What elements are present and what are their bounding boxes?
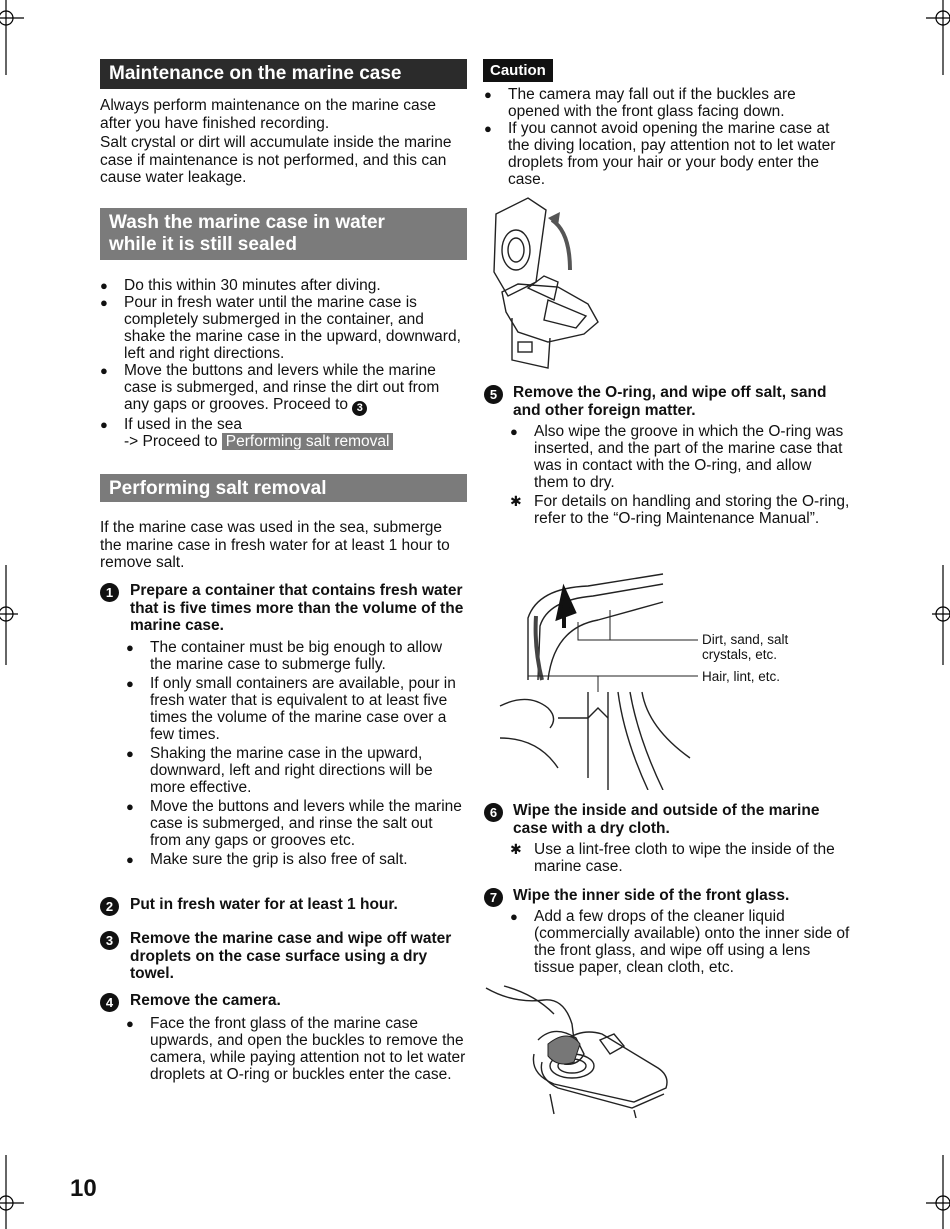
list-item bbox=[100, 416, 465, 433]
step-4-title: Remove the camera. bbox=[130, 992, 281, 1009]
step-ref-3: 3 bbox=[352, 401, 367, 416]
step-number-3: 3 bbox=[100, 931, 119, 950]
dirt-label bbox=[702, 632, 788, 662]
step-7-title: Wipe the inner side of the front glass. bbox=[513, 887, 790, 904]
note-item: ✱ Use a lint-free cloth to wipe the inside of the marine case. bbox=[510, 841, 850, 875]
step-7-bullets bbox=[510, 908, 850, 976]
step-6-title: Wipe the inside and outside of the marine case with a dry cloth. bbox=[513, 802, 820, 837]
list-item: ● Also wipe the groove in which the O-ring was inserted, and the part of the marine case that was in contact with the O-ring, and allow them to dry. bbox=[510, 423, 850, 491]
page-number: 10 bbox=[70, 1175, 97, 1202]
list-item: ● Add a few drops of the cleaner liquid (commercially available) onto the inner side of the front glass, and wipe off using a lens tissue paper, clean cloth, etc. bbox=[510, 908, 850, 976]
proceed-prefix: -> Proceed to bbox=[124, 433, 218, 450]
list-item: ● Make sure the grip is also free of salt. bbox=[126, 851, 466, 868]
step-5-notes bbox=[510, 493, 850, 527]
step-1-title: Prepare a container that contains fresh water that is five times more than the volume of the marine case. bbox=[130, 582, 464, 634]
step-4-bullets bbox=[126, 1015, 466, 1083]
step-number-7: 7 bbox=[484, 888, 503, 907]
list-item-text: Move the buttons and levers while the marine case is submerged, and rinse the dirt out from any gaps or grooves. Proceed to bbox=[124, 362, 440, 413]
step-1-bullets bbox=[126, 639, 466, 868]
section-heading-maintenance: Maintenance on the marine case bbox=[100, 59, 467, 89]
step-5-title: Remove the O-ring, and wipe off salt, sand and other foreign matter. bbox=[513, 384, 827, 419]
step-number-6: 6 bbox=[484, 803, 503, 822]
dirt-label-line-1: Dirt, sand, salt bbox=[702, 632, 789, 647]
caution-bullets bbox=[484, 86, 849, 188]
section-heading-wash bbox=[100, 208, 467, 260]
maintenance-intro bbox=[100, 97, 467, 187]
list-item: ● Shaking the marine case in the upward, downward, left and right directions will be more effective. bbox=[126, 745, 466, 796]
step-number-4: 4 bbox=[100, 993, 119, 1012]
list-item: ● If only small containers are available, pour in fresh water that is equivalent to at least five times the volume of the marine case over a few times. bbox=[126, 675, 466, 743]
dirt-label-line-2: crystals, etc. bbox=[702, 647, 778, 662]
intro-paragraph-1: Always perform maintenance on the marine case after you have finished recording. bbox=[100, 97, 436, 132]
list-item bbox=[100, 362, 465, 416]
step-number-5: 5 bbox=[484, 385, 503, 404]
proceed-line bbox=[124, 433, 393, 451]
list-item: ● Do this within 30 minutes after diving. bbox=[100, 277, 465, 294]
step-5-bullets bbox=[510, 423, 850, 491]
list-item: ● Move the buttons and levers while the marine case is submerged, and rinse the salt out from any gaps or grooves etc. bbox=[126, 798, 466, 849]
wash-heading-line-1: Wash the marine case in water bbox=[109, 212, 385, 233]
list-item: ● Pour in fresh water until the marine case is completely submerged in the container, and shake the marine case in the upward, downward, left and right directions. bbox=[100, 294, 465, 362]
step-3-title: Remove the marine case and wipe off water droplets on the case surface using a dry towel. bbox=[130, 930, 452, 982]
open-case-illustration bbox=[488, 192, 603, 370]
step-2-title: Put in fresh water for at least 1 hour. bbox=[130, 896, 398, 913]
step-number-2: 2 bbox=[100, 897, 119, 916]
section-heading-salt-removal: Performing salt removal bbox=[100, 474, 467, 502]
hair-label: Hair, lint, etc. bbox=[702, 669, 781, 684]
wash-heading-line-2: while it is still sealed bbox=[109, 234, 297, 255]
list-item: ● The camera may fall out if the buckles are opened with the front glass facing down. bbox=[484, 86, 849, 120]
step-number-1: 1 bbox=[100, 583, 119, 602]
list-item: ● If you cannot avoid opening the marine case at the diving location, pay attention not to let water droplets from your hair or your body enter the case. bbox=[484, 120, 849, 188]
salt-removal-intro: If the marine case was used in the sea, submerge the marine case in fresh water for at least 1 hour to remove salt. bbox=[100, 519, 450, 571]
note-item: ✱ For details on handling and storing the O-ring, refer to the “O-ring Maintenance Manual”. bbox=[510, 493, 850, 527]
caution-label: Caution bbox=[483, 59, 553, 82]
salt-removal-link[interactable]: Performing salt removal bbox=[222, 433, 394, 450]
list-item-text: If used in the sea bbox=[124, 416, 243, 433]
list-item: ● The container must be big enough to allow the marine case to submerge fully. bbox=[126, 639, 466, 673]
step-6-notes bbox=[510, 841, 850, 875]
wash-bullet-list bbox=[100, 277, 465, 433]
o-ring-illustration bbox=[498, 568, 698, 790]
list-item: ● Face the front glass of the marine case upwards, and open the buckles to remove the camera, while paying attention not to let water droplets at O-ring or buckles enter the case. bbox=[126, 1015, 466, 1083]
intro-paragraph-2: Salt crystal or dirt will accumulate inside the marine case if maintenance is not performed, and this can cause water leakage. bbox=[100, 134, 452, 186]
wiping-glass-illustration bbox=[484, 984, 674, 1120]
